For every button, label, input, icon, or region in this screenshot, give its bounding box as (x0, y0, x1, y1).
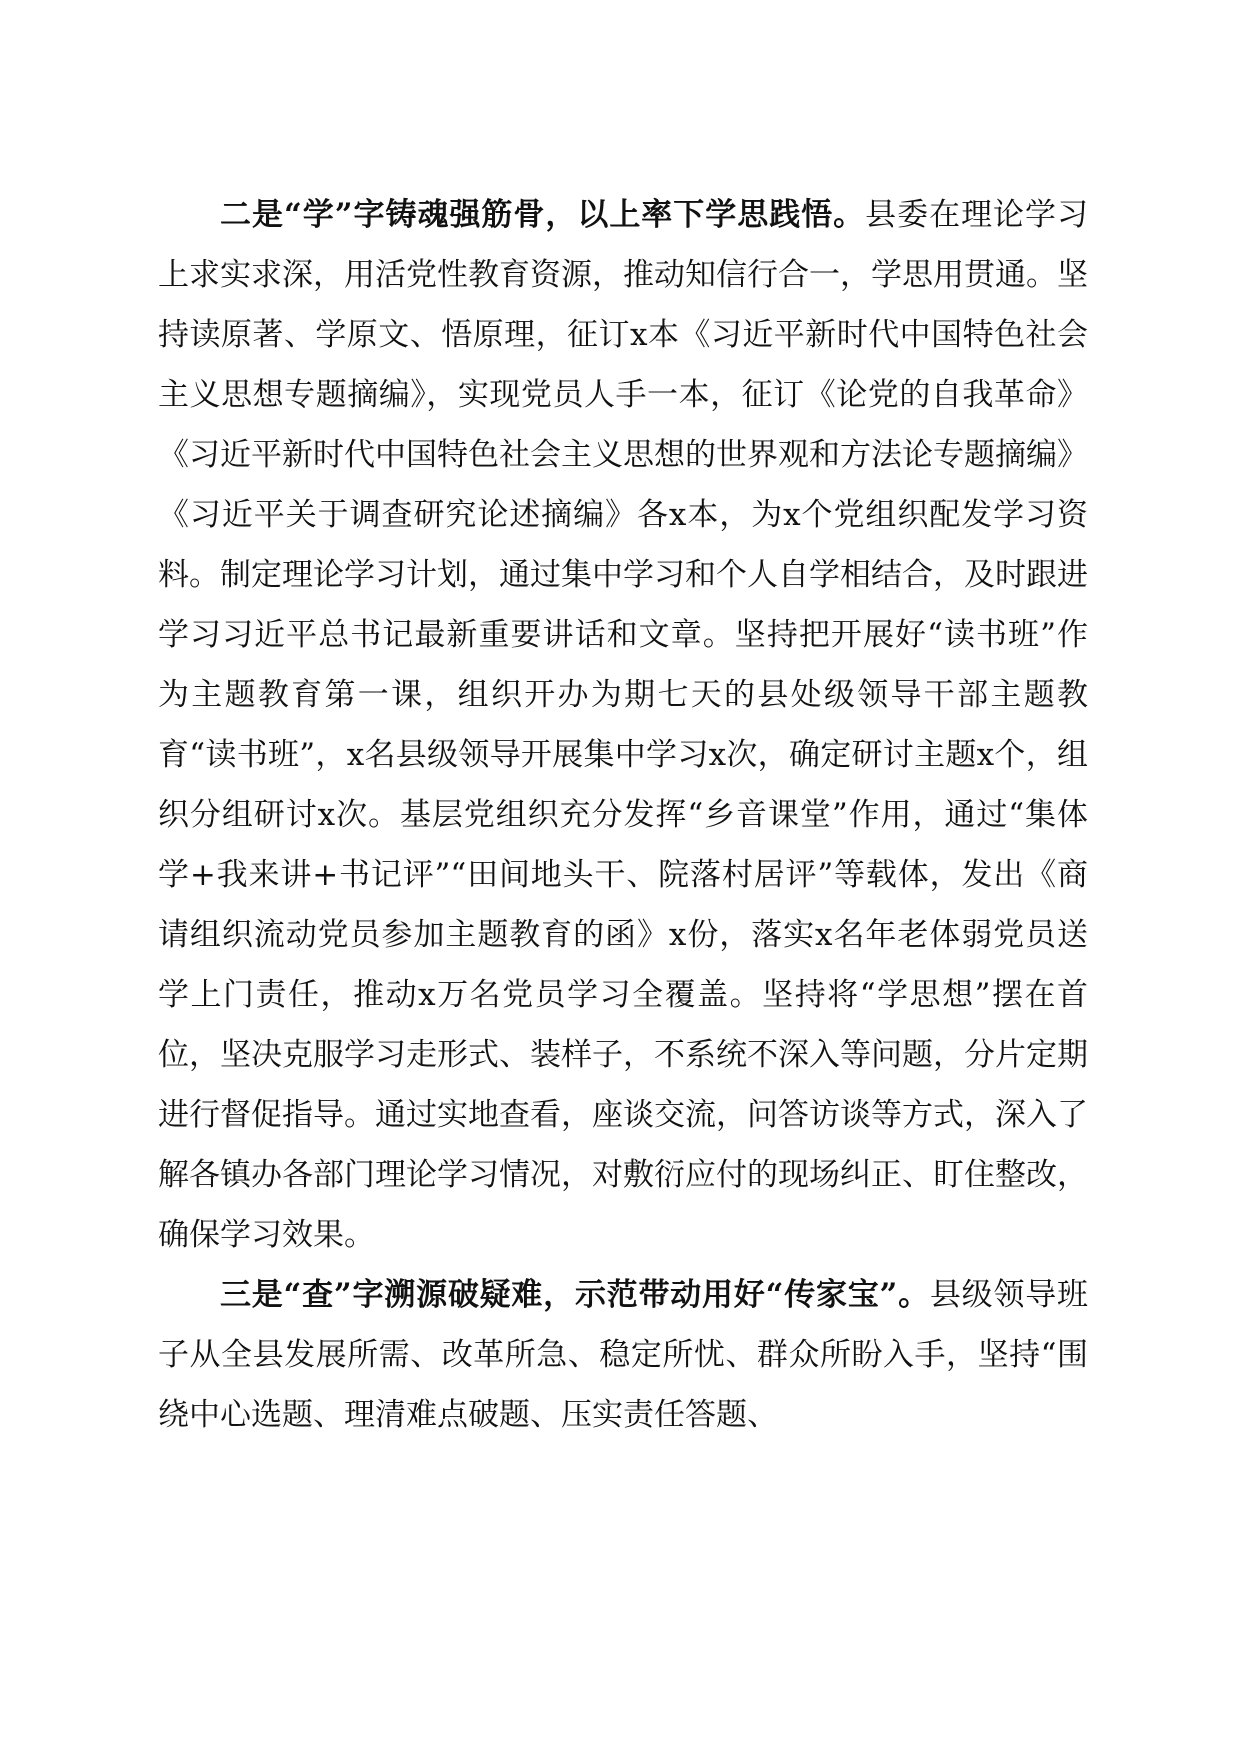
document-body (158, 185, 1088, 1445)
paragraph-text: 县级领导班子从全县发展所需、改革所急、稳定所忧、群众所盼入手，坚持“围绕中心选题、理清难点破题、压实责任答题、 (158, 1277, 1089, 1433)
paragraph-study (158, 185, 1088, 1265)
paragraph-text: 县委在理论学习上求实求深，用活党性教育资源，推动知信行合一，学思用贯通。坚持读原著、学原文、悟原理，征订x本《习近平新时代中国特色社会主义思想专题摘编》，实现党员人手一本，征订《论党的自我革命》《习近平新时代中国特色社会主义思想的世界观和方法论专题摘编》《习近平关于调查研究论述摘编》各x本，为x个党组织配发学习资料。制定理论学习计划，通过集中学习和个人自学相结合，及时跟进学习习近平总书记最新重要讲话和文章。坚持把开展好“读书班”作为主题教育第一课，组织开办为期七天的县处级领导干部主题教育“读书班”，x名县级领导开展集中学习x次，确定研讨主题x个，组织分组研讨x次。基层党组织充分发挥“乡音课堂”作用，通过“集体学+我来讲+书记评”“田间地头干、院落村居评”等载体，发出《商请组织流动党员参加主题教育的函》x份，落实x名年老体弱党员送学上门责任，推动x万名党员学习全覆盖。坚持将“学思想”摆在首位，坚决克服学习走形式、装样子，不系统不深入等问题，分片定期进行督促指导。通过实地查看，座谈交流，问答访谈等方式，深入了解各镇办各部门理论学习情况，对敷衍应付的现场纠正、盯住整改，确保学习效果。 (158, 197, 1088, 1253)
paragraph-heading: 三是“查”字溯源破疑难，示范带动用好“传家宝”。 (220, 1277, 930, 1313)
paragraph-heading: 二是“学”字铸魂强筋骨，以上率下学思践悟。 (220, 197, 866, 233)
paragraph-inspect (158, 1265, 1088, 1445)
